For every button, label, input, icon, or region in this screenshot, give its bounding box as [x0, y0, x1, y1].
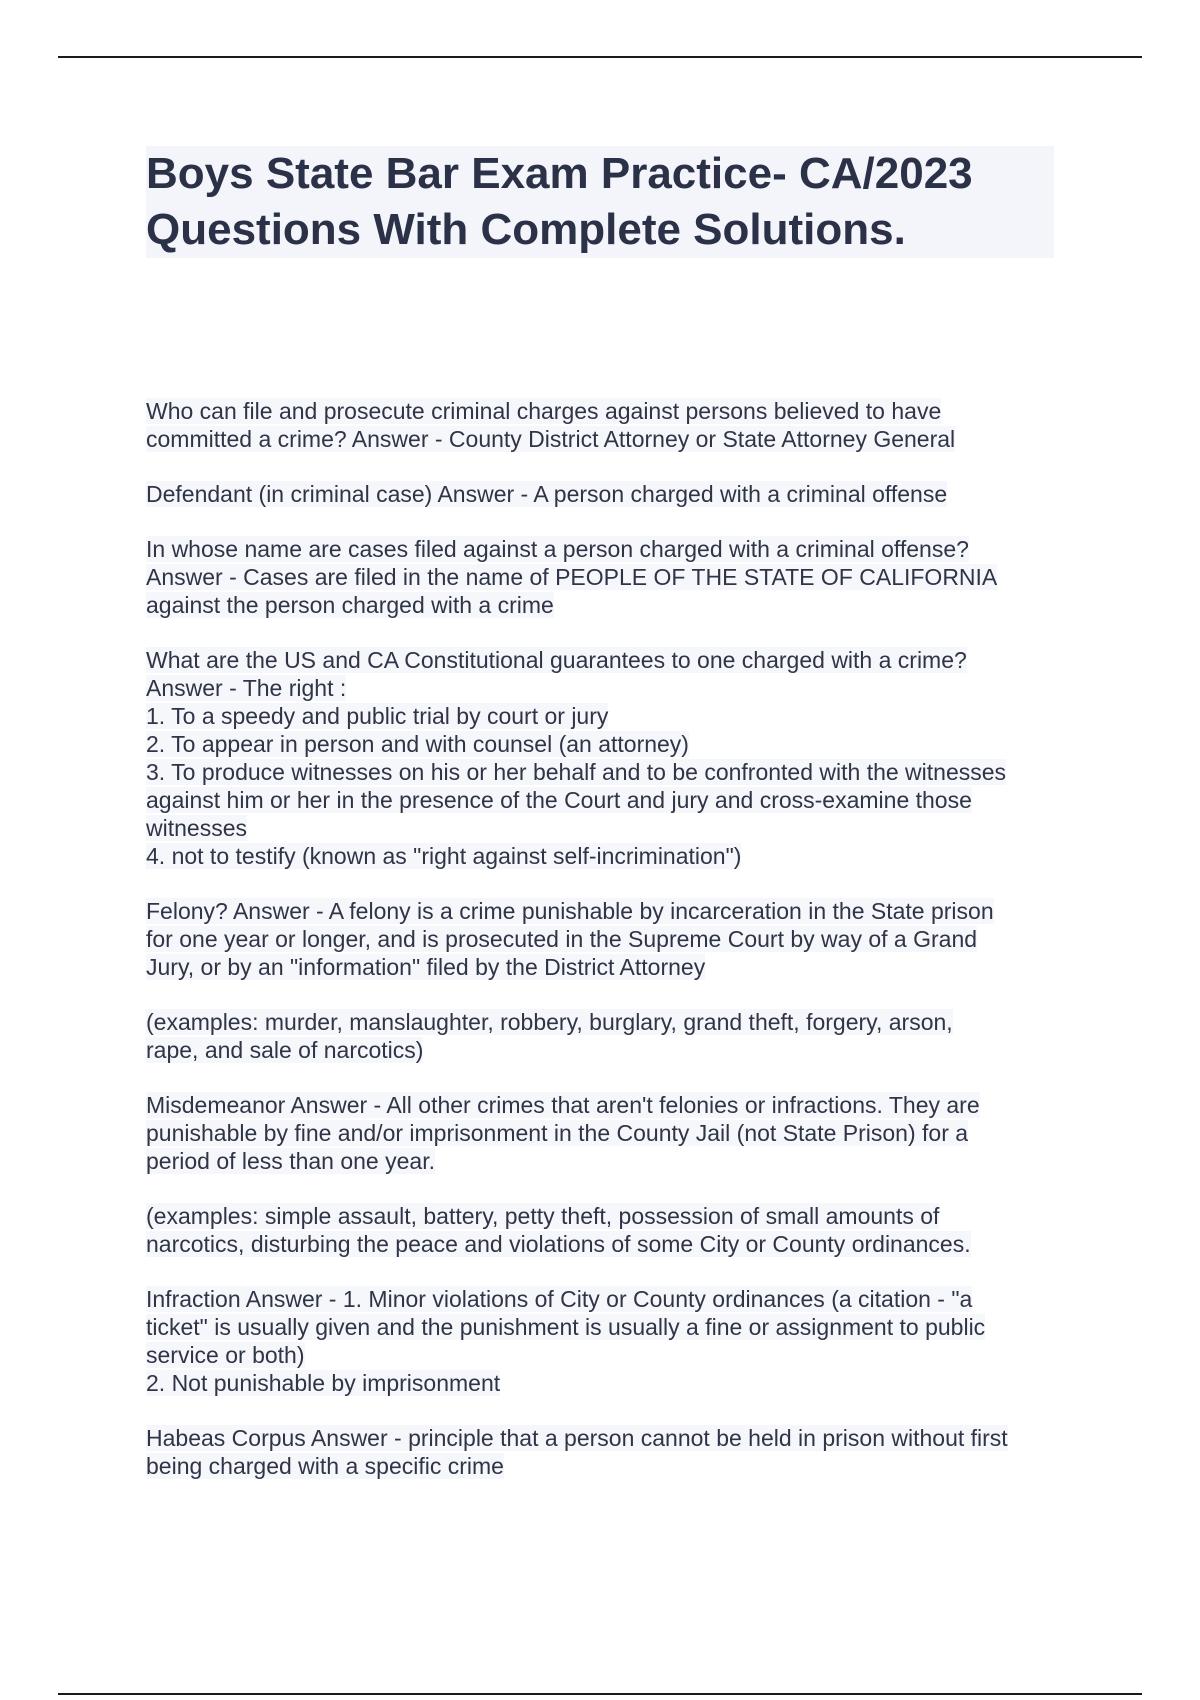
qa-text: Misdemeanor Answer - All other crimes that aren't felonies or infractions. They are [146, 1092, 980, 1118]
qa-text: being charged with a specific crime [146, 1453, 504, 1479]
qa-line [146, 674, 1066, 702]
qa-text: service or both) [146, 1342, 305, 1368]
qa-entry [146, 480, 1066, 508]
qa-line [146, 842, 1066, 870]
qa-text: 2. Not punishable by imprisonment [146, 1370, 501, 1396]
qa-line [146, 702, 1066, 730]
qa-line [146, 758, 1066, 786]
qa-text: Jury, or by an "information" filed by the District Attorney [146, 954, 706, 980]
qa-text: witnesses [146, 815, 247, 841]
qa-entry [146, 1008, 1066, 1064]
qa-line [146, 1036, 1066, 1064]
qa-entry [146, 897, 1066, 981]
qa-text: period of less than one year. [146, 1148, 435, 1174]
qa-entry [146, 646, 1066, 870]
qa-text: ticket" is usually given and the punishment is usually a fine or assignment to public [146, 1314, 986, 1340]
qa-text: committed a crime? Answer - County District Attorney or State Attorney General [146, 426, 956, 452]
qa-entry [146, 1285, 1066, 1397]
bottom-rule [58, 1693, 1142, 1695]
qa-line [146, 397, 1066, 425]
qa-line [146, 897, 1066, 925]
qa-entry [146, 1091, 1066, 1175]
qa-text: Defendant (in criminal case) Answer - A person charged with a criminal offense [146, 481, 948, 507]
qa-text: Infraction Answer - 1. Minor violations of City or County ordinances (a citation - "a [146, 1286, 973, 1312]
qa-entry [146, 1202, 1066, 1258]
qa-text: Habeas Corpus Answer - principle that a person cannot be held in prison without first [146, 1425, 1008, 1451]
qa-text: (examples: simple assault, battery, petty theft, possession of small amounts of [146, 1203, 940, 1229]
qa-line [146, 1285, 1066, 1313]
title-line-2: Questions With Complete Solutions. [146, 205, 906, 254]
qa-text: 3. To produce witnesses on his or her behalf and to be confronted with the witnesses [146, 759, 1007, 785]
qa-line [146, 591, 1066, 619]
qa-line [146, 1313, 1066, 1341]
qa-line [146, 1452, 1066, 1480]
qa-text: 4. not to testify (known as "right against self-incrimination") [146, 843, 742, 869]
qa-line [146, 646, 1066, 674]
qa-text: for one year or longer, and is prosecuted in the Supreme Court by way of a Grand [146, 926, 978, 952]
qa-text: narcotics, disturbing the peace and violations of some City or County ordinances. [146, 1231, 971, 1257]
qa-line [146, 953, 1066, 981]
qa-text: In whose name are cases filed against a person charged with a criminal offense? [146, 536, 969, 562]
title-line-1: Boys State Bar Exam Practice- CA/2023 [146, 149, 973, 198]
qa-text: rape, and sale of narcotics) [146, 1037, 424, 1063]
qa-line [146, 1424, 1066, 1452]
qa-line [146, 1230, 1066, 1258]
qa-line [146, 1341, 1066, 1369]
qa-text: 2. To appear in person and with counsel (an attorney) [146, 731, 689, 757]
qa-text: Answer - Cases are filed in the name of PEOPLE OF THE STATE OF CALIFORNIA [146, 564, 998, 590]
qa-text: (examples: murder, manslaughter, robbery, burglary, grand theft, forgery, arson, [146, 1009, 953, 1035]
qa-line [146, 730, 1066, 758]
qa-text: against the person charged with a crime [146, 592, 554, 618]
qa-entry [146, 535, 1066, 619]
qa-text: Who can file and prosecute criminal charges against persons believed to have [146, 398, 942, 424]
document-title [146, 146, 1054, 258]
top-rule [58, 56, 1142, 58]
qa-entry [146, 1424, 1066, 1480]
qa-line [146, 425, 1066, 453]
qa-line [146, 1369, 1066, 1397]
qa-text: 1. To a speedy and public trial by court or jury [146, 703, 609, 729]
qa-line [146, 1091, 1066, 1119]
qa-text: What are the US and CA Constitutional guarantees to one charged with a crime? [146, 647, 967, 673]
qa-line [146, 480, 1066, 508]
qa-text: Felony? Answer - A felony is a crime punishable by incarceration in the State prison [146, 898, 994, 924]
qa-line [146, 1147, 1066, 1175]
qa-line [146, 814, 1066, 842]
qa-line [146, 786, 1066, 814]
qa-text: Answer - The right : [146, 675, 347, 701]
qa-text: punishable by fine and/or imprisonment in the County Jail (not State Prison) for a [146, 1120, 969, 1146]
qa-line [146, 1008, 1066, 1036]
qa-entry [146, 397, 1066, 453]
qa-list [146, 397, 1066, 1507]
qa-line [146, 1202, 1066, 1230]
qa-line [146, 1119, 1066, 1147]
qa-line [146, 925, 1066, 953]
qa-text: against him or her in the presence of the Court and jury and cross-examine those [146, 787, 972, 813]
qa-line [146, 563, 1066, 591]
qa-line [146, 535, 1066, 563]
